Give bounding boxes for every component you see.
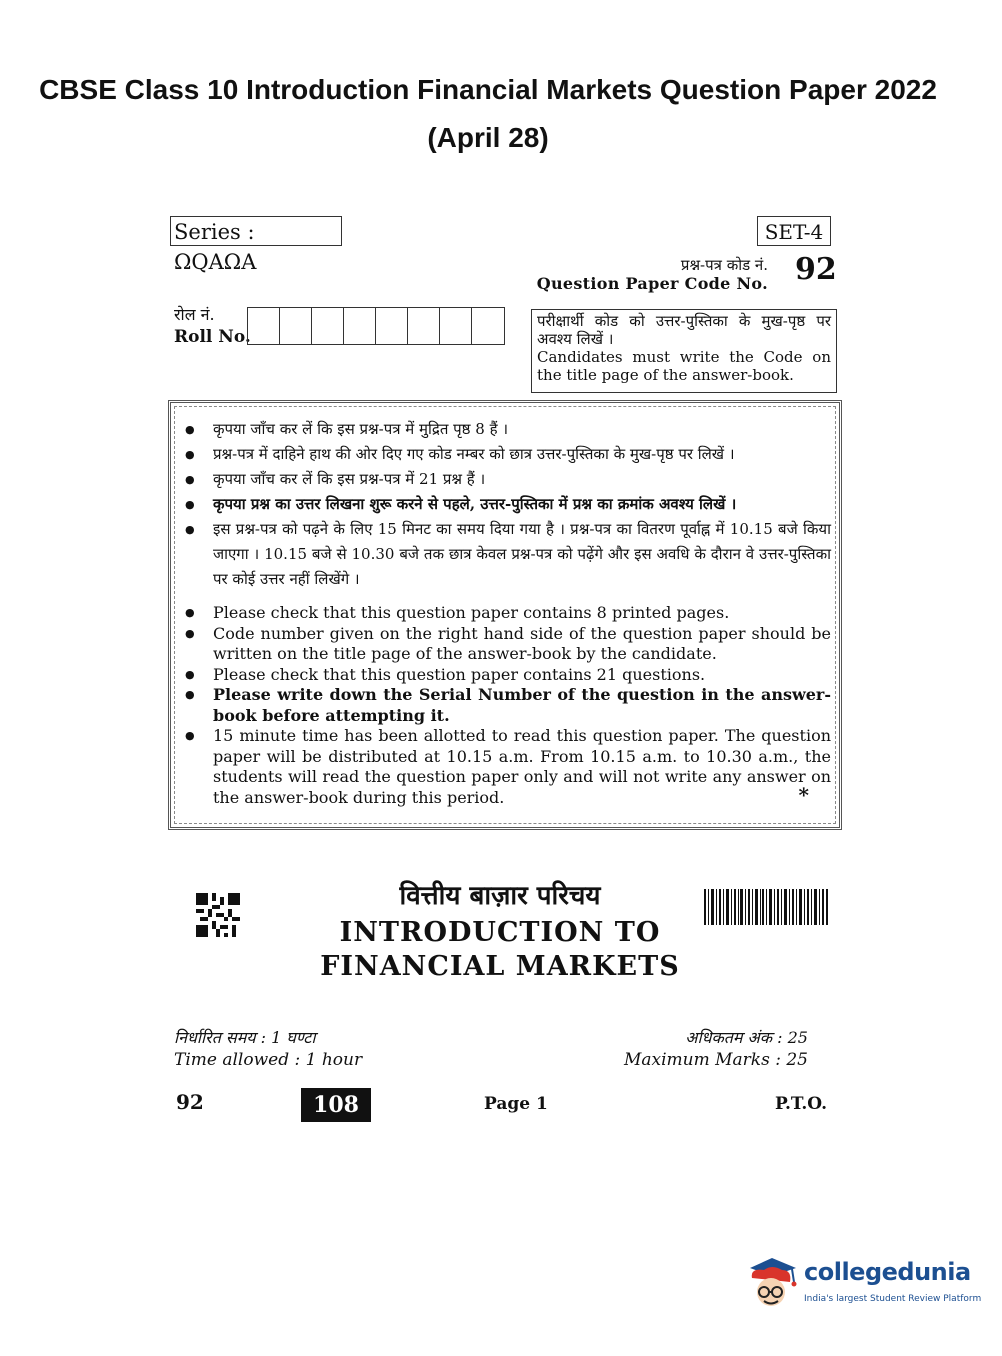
instructions-english xyxy=(185,603,831,808)
instruction-item: ● कृपया प्रश्न का उत्तर लिखना शुरू करने से पहले, उत्तर-पुस्तिका में प्रश्न का क्रमांक अवश्य लिखें । xyxy=(185,492,831,517)
subject-line: INTRODUCTION TO xyxy=(339,917,661,948)
roll-label-hindi: रोल नं. xyxy=(174,305,215,324)
qp-code-label-hindi: प्रश्न-पत्र कोड नं. xyxy=(680,256,768,274)
roll-label-english: Roll No. xyxy=(174,327,251,347)
instructions-box xyxy=(168,400,842,830)
qr-code-icon xyxy=(196,893,240,937)
roll-box xyxy=(280,308,312,344)
qp-code: 92 xyxy=(795,252,837,287)
instruction-item: ● इस प्रश्न-पत्र को पढ़ने के लिए 15 मिनट का समय दिया गया है । प्रश्न-पत्र का वितरण पूर्वाह्न में 10.15 बजे किया जाएगा । 10.15 बजे से 10.30 बजे तक छात्र केवल प्रश्न-पत्र को पढ़ेंगे और इस अवधि के दौरान वे उत्तर-पुस्तिका पर कोई उत्तर नहीं लिखेंगे । xyxy=(185,517,831,592)
instruction-item: ● Code number given on the right hand side of the question paper should be written on the title page of the answer-book by the candidate. xyxy=(185,624,831,665)
time-allowed-hindi: निर्धारित समय : 1 घण्टा xyxy=(174,1028,316,1047)
instruction-item: ● Please check that this question paper contains 21 questions. xyxy=(185,665,831,686)
roll-box xyxy=(472,308,504,344)
roll-box xyxy=(312,308,344,344)
set-label: SET-4 xyxy=(757,216,831,246)
instruction-item: ● Please write down the Serial Number of the question in the answer-book before attempting it. xyxy=(185,685,831,726)
roll-box xyxy=(408,308,440,344)
roll-box xyxy=(440,308,472,344)
page-subtitle: (April 28) xyxy=(427,122,549,153)
page-title: CBSE Class 10 Introduction Financial Markets Question Paper 2022 xyxy=(39,74,937,105)
subject-title-hindi: वित्तीय बाज़ार परिचय xyxy=(399,881,601,911)
footer-page-number: Page 1 xyxy=(484,1094,548,1114)
logo-name: collegedunia xyxy=(804,1258,971,1286)
footer-code: 92 xyxy=(176,1090,204,1114)
instruction-item: ● 15 minute time has been allotted to read this question paper. The question paper will be distributed at 10.15 a.m. From 10.15 a.m. to 10.30 a.m., the students will read the question paper only and will not write any answer on the answer-book during this period. xyxy=(185,726,831,808)
instructions-hindi xyxy=(185,417,831,592)
logo-tagline: India's largest Student Review Platform xyxy=(804,1294,982,1304)
series-label: Series : ΩQAΩA xyxy=(170,216,342,246)
footer-badge: 108 xyxy=(301,1088,371,1122)
candidate-note-hindi: परीक्षार्थी कोड को उत्तर-पुस्तिका के मुख-पृष्ठ पर अवश्य लिखें । xyxy=(537,312,831,348)
subject-title-english xyxy=(300,916,700,984)
barcode-icon xyxy=(704,889,828,925)
footer-pto: P.T.O. xyxy=(775,1094,827,1114)
instruction-item: ● कृपया जाँच कर लें कि इस प्रश्न-पत्र में मुद्रित पृष्ठ 8 हैं । xyxy=(185,417,831,442)
instruction-item: ● कृपया जाँच कर लें कि इस प्रश्न-पत्र में 21 प्रश्न हैं । xyxy=(185,467,831,492)
candidate-note-english: Candidates must write the Code on the title page of the answer-book. xyxy=(537,348,831,384)
candidate-note xyxy=(531,309,837,393)
qp-code-label-english: Question Paper Code No. xyxy=(536,274,768,293)
roll-box xyxy=(248,308,280,344)
instruction-item: ● Please check that this question paper contains 8 printed pages. xyxy=(185,603,831,624)
time-allowed-english: Time allowed : 1 hour xyxy=(174,1050,363,1070)
mascot-icon xyxy=(742,1254,802,1314)
roll-number-boxes xyxy=(247,307,505,345)
collegedunia-logo xyxy=(742,1254,982,1314)
roll-box xyxy=(376,308,408,344)
star-mark: * xyxy=(798,783,809,807)
roll-box xyxy=(344,308,376,344)
subject-line: FINANCIAL MARKETS xyxy=(320,951,680,982)
instruction-item: ● प्रश्न-पत्र में दाहिने हाथ की ओर दिए गए कोड नम्बर को छात्र उत्तर-पुस्तिका के मुख-पृष्ठ पर लिखें । xyxy=(185,442,831,467)
max-marks-hindi: अधिकतम अंक : 25 xyxy=(685,1028,808,1047)
max-marks-english: Maximum Marks : 25 xyxy=(623,1050,808,1070)
